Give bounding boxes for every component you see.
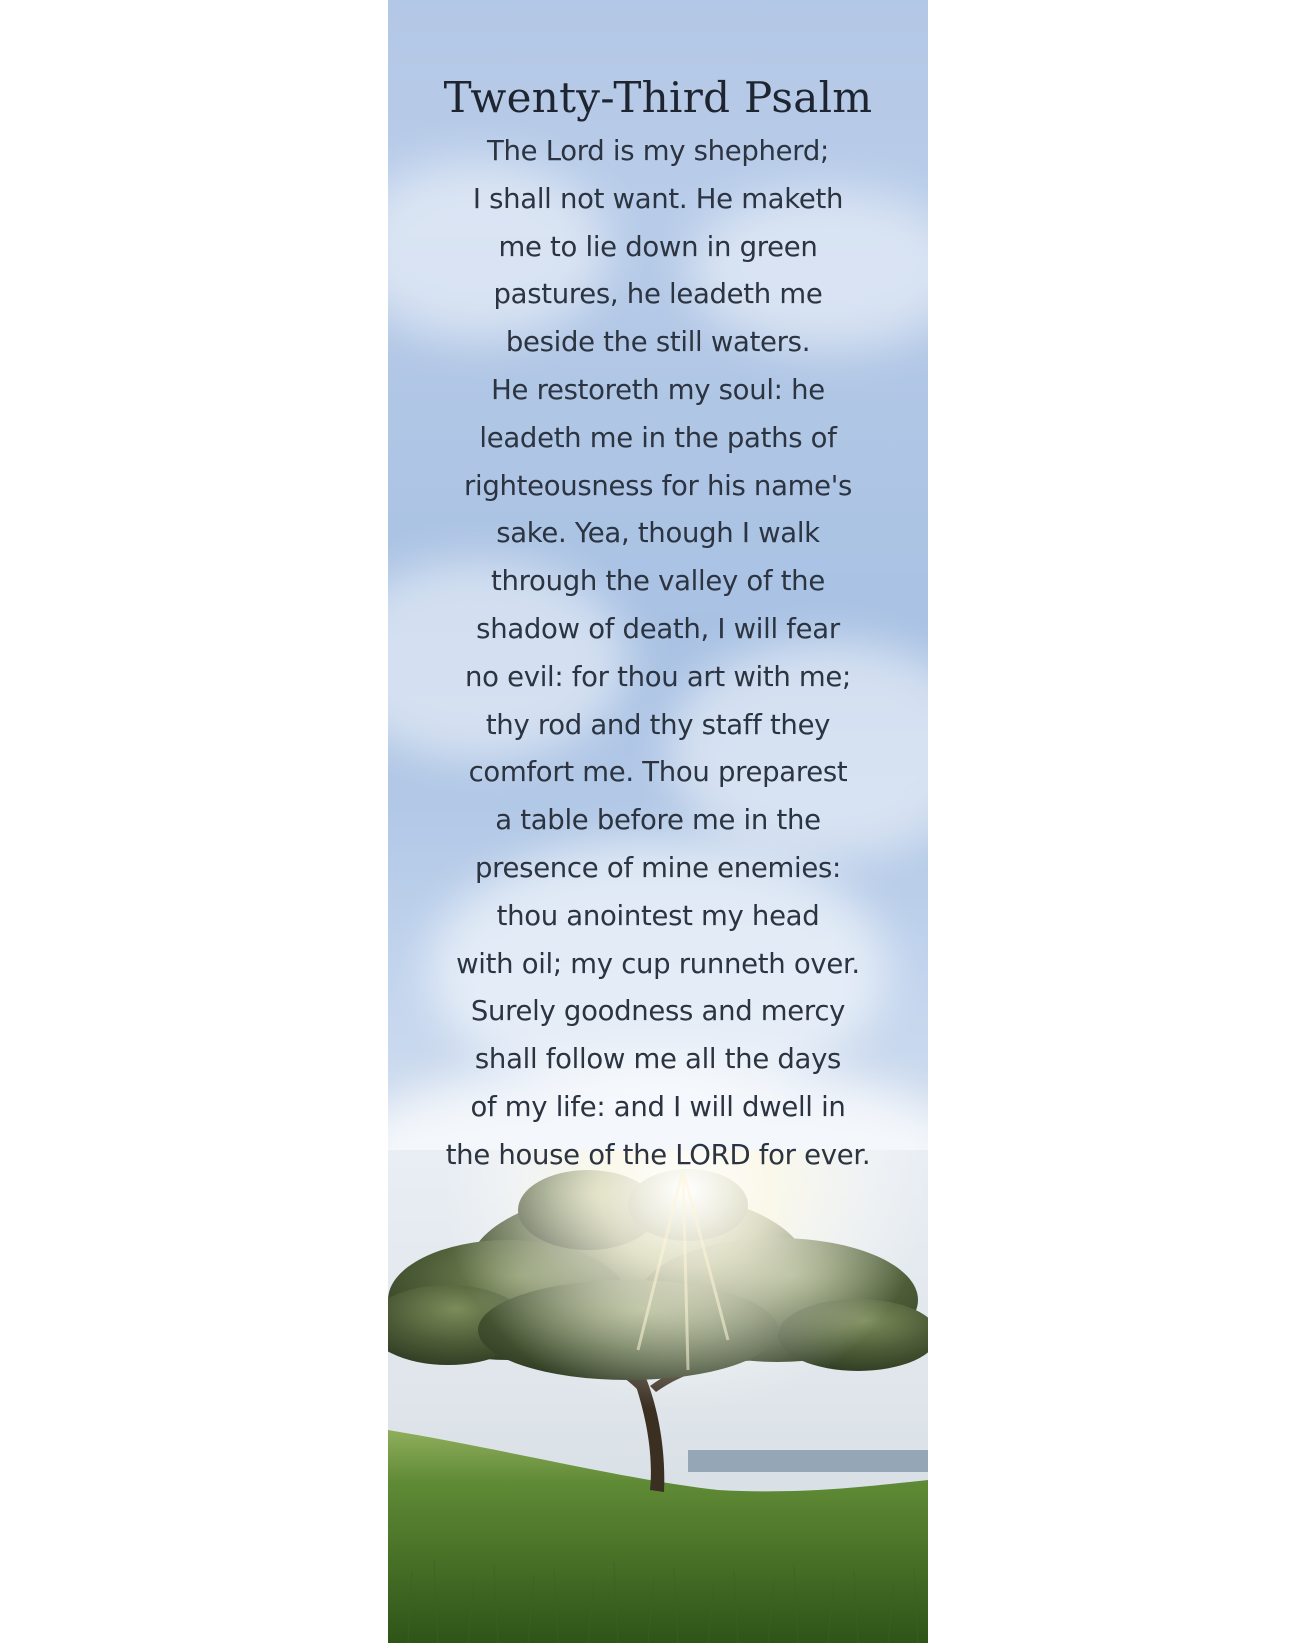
verse-line: through the valley of the bbox=[491, 565, 825, 598]
verse-line: comfort me. Thou preparest bbox=[468, 756, 848, 789]
verse-line: Surely goodness and mercy bbox=[470, 995, 846, 1028]
verse-line: sake. Yea, though I walk bbox=[496, 517, 820, 550]
verse-line: beside the still waters. bbox=[505, 326, 811, 359]
tree-landscape-illustration bbox=[388, 1150, 928, 1643]
verse-line: the house of the LORD for ever. bbox=[445, 1138, 871, 1171]
verse-line: thy rod and thy staff they bbox=[485, 708, 831, 741]
verse-line: shadow of death, I will fear bbox=[476, 612, 840, 645]
verse-line: righteousness for his name's bbox=[463, 469, 853, 502]
page-title: Twenty-Third Psalm bbox=[443, 73, 873, 122]
verse-line: no evil: for thou art with me; bbox=[465, 660, 851, 693]
verse-line: pastures, he leadeth me bbox=[493, 278, 823, 311]
verse-line: thou anointest my head bbox=[496, 899, 820, 932]
verse-line: a table before me in the bbox=[495, 804, 821, 837]
verse-line: with oil; my cup runneth over. bbox=[456, 947, 860, 980]
verse-line: of my life: and I will dwell in bbox=[470, 1090, 846, 1123]
psalm-verse bbox=[388, 128, 928, 1180]
verse-line: leadeth me in the paths of bbox=[479, 421, 837, 454]
psalm-bookmark bbox=[388, 0, 928, 1643]
verse-line: presence of mine enemies: bbox=[474, 851, 841, 884]
verse-line: He restoreth my soul: he bbox=[491, 373, 825, 406]
verse-line: The Lord is my shepherd; bbox=[487, 135, 829, 167]
psalm-text-block bbox=[388, 66, 928, 1180]
verse-line: me to lie down in green bbox=[498, 230, 818, 263]
verse-line: I shall not want. He maketh bbox=[472, 182, 844, 215]
verse-line: shall follow me all the days bbox=[474, 1043, 842, 1076]
